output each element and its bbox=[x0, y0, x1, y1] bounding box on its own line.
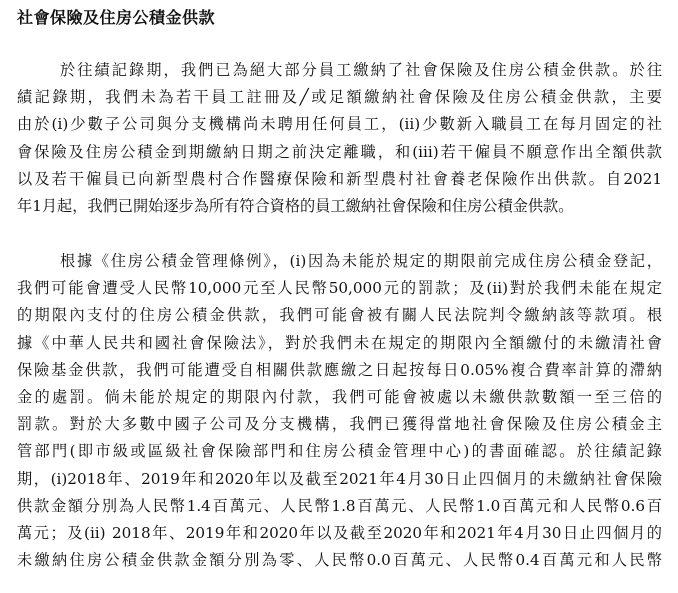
paragraph-contribution-status bbox=[17, 57, 662, 220]
paragraph-line: 罰款。對於大多數中國子公司及分支機構，我們已獲得當地社會保險及住房公積金主 bbox=[17, 415, 662, 434]
paragraph-line: 年1月起，我們已開始逐步為所有符合資格的員工繳納社會保險和住房公積金供款。 bbox=[17, 196, 574, 215]
paragraph-line: 於往績記錄期，我們已為絕大部分員工繳納了社會保險及住房公積金供款。於往 bbox=[60, 61, 662, 79]
paragraph-legal-penalties bbox=[17, 248, 662, 574]
paragraph-line: 績記錄期，我們未為若干員工註冊及╱或足額繳納社會保險及住房公積金供款，主要 bbox=[17, 88, 662, 107]
paragraph-line: 供款金額分別為人民幣1.4百萬元、人民幣1.8百萬元、人民幣1.0百萬元和人民幣0.6百 bbox=[17, 496, 662, 515]
paragraph-line: 金的處罰。倘未能於規定的期限內付款，我們可能會被處以未繳供款數額一至三倍的 bbox=[17, 387, 662, 406]
paragraph-line: 據《中華人民共和國社會保險法》，對於我們未在規定的期限內全額繳付的未繳清社會 bbox=[17, 333, 662, 352]
paragraph-line: 萬元；及(ii) 2018年、2019年和2020年以及截至2020年和2021年4月30日止四個月的 bbox=[17, 523, 662, 542]
paragraph-line: 的期限內支付的住房公積金供款，我們可能會被有關人民法院判令繳納該等款項。根 bbox=[17, 306, 662, 325]
paragraph-line: 未繳納住房公積金供款金額分別為零、人民幣0.0百萬元、人民幣0.4百萬元和人民幣 bbox=[17, 551, 662, 570]
paragraph-line: 期，(i)2018年、2019年和2020年以及截至2021年4月30日止四個月的未繳納社會保險 bbox=[17, 469, 662, 488]
paragraph-line: 保險基金供款，我們可能遭受自相關供款應繳之日起按每日0.05%複合費率計算的滯納 bbox=[17, 360, 662, 379]
paragraph-line: 以及若干僱員已向新型農村合作醫療保險和新型農村社會養老保險作出供款。自2021 bbox=[17, 169, 662, 188]
paragraph-line: 根據《住房公積金管理條例》，(i)因為未能於規定的期限前完成住房公積金登記， bbox=[60, 252, 662, 270]
paragraph-line: 管部門(即市級或區級社會保險部門和住房公積金管理中心)的書面確認。於往績記錄 bbox=[17, 442, 662, 461]
paragraph-line: 會保險及住房公積金到期繳納日期之前決定離職，和(iii)若干僱員不願意作出全額供款 bbox=[17, 142, 662, 161]
paragraph-line: 由於(i)少數子公司與分支機構尚未聘用任何員工，(ii)少數新入職員工在每月固定的社 bbox=[17, 115, 662, 134]
section-heading: 社會保險及住房公積金供款 bbox=[17, 8, 216, 27]
paragraph-line: 我們可能會遭受人民幣10,000元至人民幣50,000元的罰款；及(ii)對於我們未能在規定 bbox=[17, 279, 662, 298]
